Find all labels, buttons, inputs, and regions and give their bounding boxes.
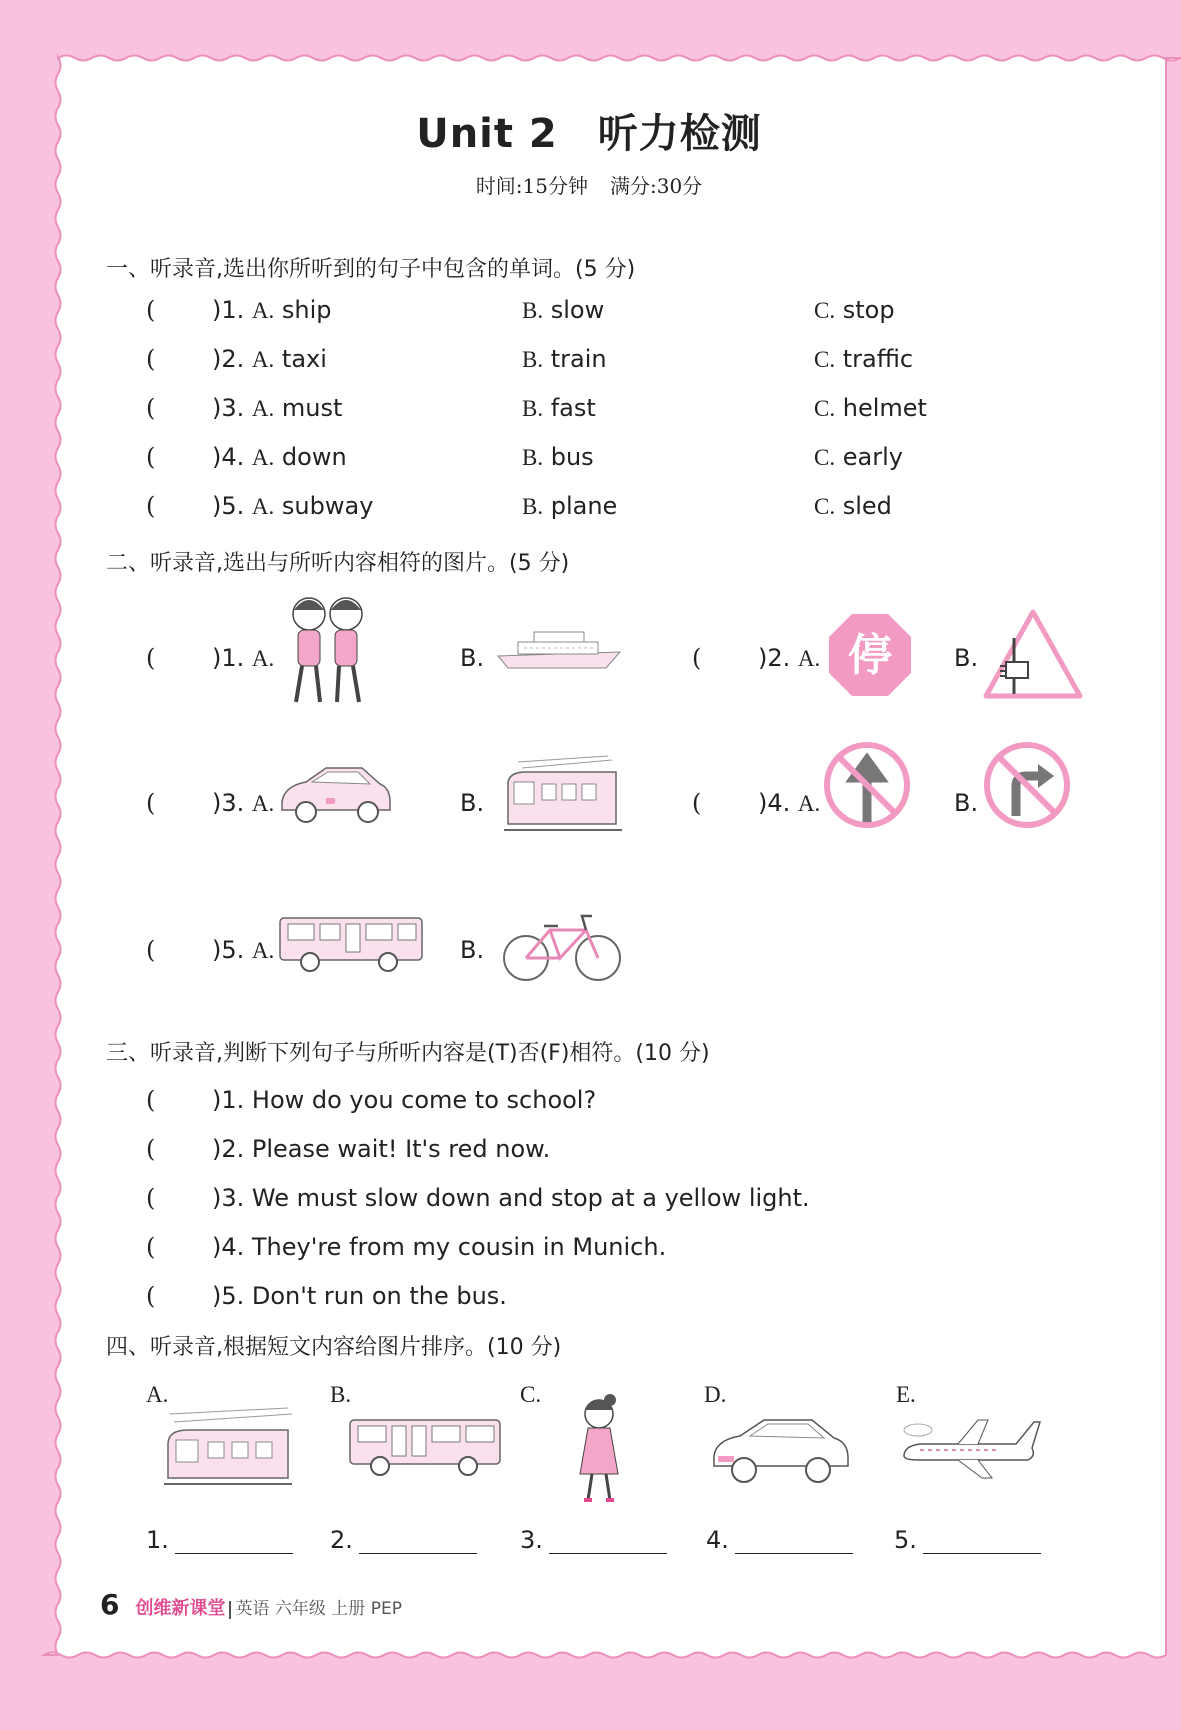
section-1-title: 一、听录音,选出你所听到的句子中包含的单词。(5 分)	[106, 257, 636, 282]
s2-question-2: ( )2. A.	[692, 644, 821, 672]
time-and-score	[64, 170, 1114, 199]
no-right-turn-sign-icon	[982, 740, 1072, 830]
s1-option-a: down	[281, 443, 347, 471]
answer-blank-2[interactable]: 2.	[330, 1526, 477, 1554]
answer-blank-5[interactable]: 5.	[894, 1526, 1041, 1554]
s3-statement-3: ( )3. We must slow down and stop at a yellow light.	[146, 1184, 810, 1212]
s4-label-d: D.	[704, 1382, 727, 1407]
s1-question-3: ( )3. A. must	[146, 394, 343, 422]
s1-q1-option-b: B. slow	[522, 296, 605, 324]
s1-q5-option-c: C. sled	[814, 492, 892, 520]
ship-icon	[494, 622, 624, 672]
s1-q3-option-b: B. fast	[522, 394, 596, 422]
stop-sign-icon	[827, 612, 913, 698]
s2-question-1: ( )1. A.	[146, 644, 275, 672]
s2-q2-option-b: B.	[954, 644, 979, 672]
answer-blank-1[interactable]: 1.	[146, 1526, 293, 1554]
s1-option-a: must	[281, 394, 343, 422]
time-limit: 时间:15分钟	[475, 174, 588, 198]
page-footer	[100, 1588, 402, 1621]
s1-option-a: taxi	[281, 345, 327, 373]
s4-label-c: C.	[520, 1382, 542, 1407]
s1-question-2: ( )2. A. taxi	[146, 345, 327, 373]
s3-statement-4: ( )4. They're from my cousin in Munich.	[146, 1233, 667, 1261]
page-number: 6	[100, 1588, 120, 1621]
s2-q5-option-b: B.	[460, 936, 485, 964]
worksheet-page	[64, 64, 1181, 1660]
s2-q1-option-b: B.	[460, 644, 485, 672]
s4-label-a: A.	[146, 1382, 169, 1407]
bus-icon	[346, 1414, 506, 1480]
book-info: 英语 六年级 上册 PEP	[235, 1599, 402, 1619]
s2-q3-option-b: B.	[460, 789, 485, 817]
s1-option-a: ship	[281, 296, 332, 324]
svg-text:停: 停	[848, 630, 892, 681]
train-icon	[498, 754, 628, 834]
s3-statement-5: ( )5. Don't run on the bus.	[146, 1282, 507, 1310]
brand-name: 创维新课堂	[135, 1598, 226, 1619]
s1-q2-option-b: B. train	[522, 345, 607, 373]
no-straight-sign-icon	[822, 740, 912, 830]
full-score: 满分:30分	[610, 174, 703, 198]
footer-divider	[229, 1601, 231, 1619]
plane-icon	[898, 1410, 1042, 1486]
s1-q5-option-b: B. plane	[522, 492, 618, 520]
s1-q3-option-c: C. helmet	[814, 394, 927, 422]
s1-question-4: ( )4. A. down	[146, 443, 347, 471]
bus-icon	[276, 912, 426, 974]
bicycle-icon	[502, 908, 622, 984]
answer-blank-4[interactable]: 4.	[706, 1526, 853, 1554]
car-icon	[278, 760, 394, 826]
s4-label-b: B.	[330, 1382, 352, 1407]
s1-q4-option-c: C. early	[814, 443, 903, 471]
s1-question-1: ( )1. A. ship	[146, 296, 332, 324]
s1-question-5: ( )5. A. subway	[146, 492, 374, 520]
section-4-title: 四、听录音,根据短文内容给图片排序。(10 分)	[106, 1335, 562, 1360]
car-icon	[710, 1410, 852, 1486]
children-walking-icon	[274, 590, 384, 710]
s2-question-3: ( )3. A.	[146, 789, 275, 817]
section-3-title: 三、听录音,判断下列句子与所听内容是(T)否(F)相符。(10 分)	[106, 1041, 710, 1066]
s3-statement-2: ( )2. Please wait! It's red now.	[146, 1135, 551, 1163]
hold-handrail-sign-icon	[982, 608, 1084, 700]
s1-q1-option-c: C. stop	[814, 296, 895, 324]
s1-q4-option-b: B. bus	[522, 443, 594, 471]
answer-blank-3[interactable]: 3.	[520, 1526, 667, 1554]
s2-question-4: ( )4. A.	[692, 789, 821, 817]
s4-label-e: E.	[896, 1382, 916, 1407]
s1-q2-option-c: C. traffic	[814, 345, 914, 373]
s1-option-a: subway	[281, 492, 374, 520]
section-2-title: 二、听录音,选出与所听内容相符的图片。(5 分)	[106, 551, 570, 576]
s2-q4-option-b: B.	[954, 789, 979, 817]
s2-question-5: ( )5. A.	[146, 936, 275, 964]
girl-icon	[564, 1394, 634, 1510]
train-icon	[160, 1404, 296, 1488]
s3-statement-1: ( )1. How do you come to school?	[146, 1086, 597, 1114]
page-title: Unit 2 听力检测	[416, 111, 762, 157]
